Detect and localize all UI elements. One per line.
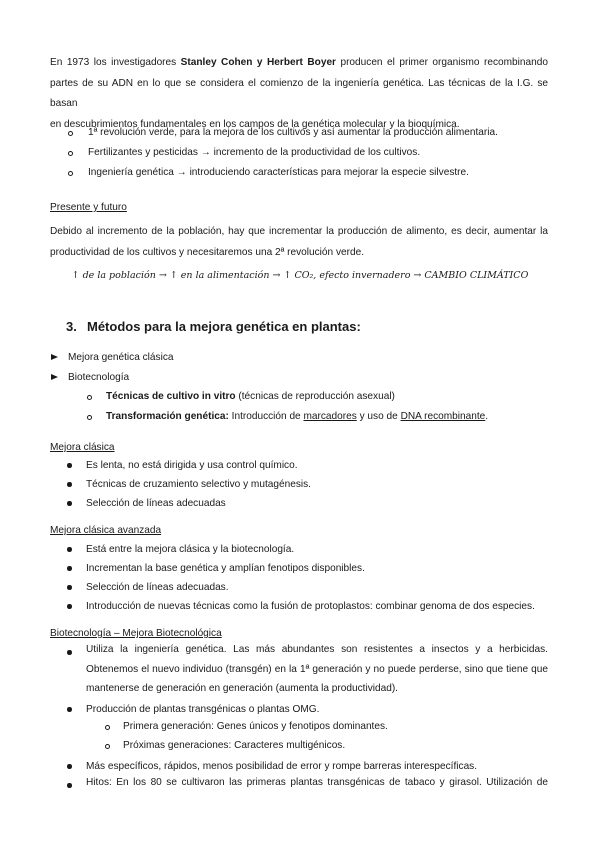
dot-bullet-icon xyxy=(67,482,72,487)
intro-paragraph xyxy=(50,53,548,135)
dot-bullet-icon xyxy=(67,501,72,506)
technique-desc: Introducción de xyxy=(228,411,304,422)
circle-bullet-icon xyxy=(87,395,92,400)
dot-bullet-icon xyxy=(67,764,72,769)
list-item: Es lenta, no está dirigida y usa control químico. xyxy=(86,460,298,471)
formula: ↑ de la población → ↑ en la alimentación → ↑ CO₂, efecto invernadero → CAMBIO CLIMÁTICO xyxy=(71,270,529,281)
intro-line-3: en descubrimientos fundamentales en los campos de la genética molecular y la bioquímica. xyxy=(50,118,460,130)
technique-desc: y uso de xyxy=(356,411,401,422)
section-number: 3. xyxy=(66,319,77,334)
list-item xyxy=(106,390,395,404)
term-dna-recombinante: DNA recombinante xyxy=(400,411,486,422)
list-item: Selección de líneas adecuadas xyxy=(86,498,226,509)
list-item: Ingeniería genética → introduciendo características para mejorar la especie silvestre. xyxy=(88,167,469,178)
section-title-biotecnologia: Biotecnología – Mejora Biotecnológica xyxy=(50,628,222,639)
technique-name: Técnicas de cultivo in vitro xyxy=(106,391,236,402)
list-item: Producción de plantas transgénicas o plantas OMG. xyxy=(86,704,320,715)
circle-bullet-icon xyxy=(68,131,73,136)
list-item: Introducción de nuevas técnicas como la fusión de protoplastos: combinar genoma de dos especies. xyxy=(86,601,535,612)
circle-bullet-icon xyxy=(68,171,73,176)
dot-bullet-icon xyxy=(67,547,72,552)
dot-bullet-icon xyxy=(67,783,72,788)
section-title: Métodos para la mejora genética en plantas: xyxy=(87,319,361,334)
list-item: Fertilizantes y pesticidas → incremento de la productividad de los cultivos. xyxy=(88,147,421,158)
circle-bullet-icon xyxy=(105,725,110,730)
intro-text: producen el primer organismo recombinando xyxy=(335,57,548,68)
list-item: 1ª revolución verde, para la mejora de los cultivos y así aumentar la producción alimentaria. xyxy=(88,127,498,138)
dot-bullet-icon xyxy=(67,585,72,590)
biotec-line: Hitos: En los 80 se cultivaron las primeras plantas transgénicas de tabaco y girasol. Utilización de xyxy=(86,777,548,788)
list-item: Primera generación: Genes únicos y fenotipos dominantes. xyxy=(123,721,388,732)
arrow-bullet-icon xyxy=(51,374,58,380)
list-item: Incrementan la base genética y amplían fenotipos disponibles. xyxy=(86,563,365,574)
list-item: Mejora genética clásica xyxy=(68,352,174,363)
technique-name: Transformación genética: xyxy=(106,411,229,422)
intro-line-1 xyxy=(50,53,548,74)
section-title-presente: Presente y futuro xyxy=(50,202,127,213)
dot-bullet-icon xyxy=(67,566,72,571)
biotec-line: Obtenemos el nuevo individuo (transgén) en la 1ª generación y no puede perderse, sino que tiene que xyxy=(86,663,548,675)
dot-bullet-icon xyxy=(67,604,72,609)
dot-bullet-icon xyxy=(67,463,72,468)
section-title-mejora-avanzada: Mejora clásica avanzada xyxy=(50,525,162,536)
page-section-heading xyxy=(66,319,361,334)
list-item: Más específicos, rápidos, menos posibilidad de error y rompe barreras interespecíficas. xyxy=(86,761,478,772)
technique-desc: (técnicas de reproducción asexual) xyxy=(235,391,395,402)
list-item xyxy=(106,410,488,424)
arrow-bullet-icon xyxy=(51,354,58,360)
term-marcadores: marcadores xyxy=(303,411,357,422)
biotec-line: Utiliza la ingeniería genética. Las más abundantes son resistentes a insectos y a herbicidas. xyxy=(86,644,548,655)
list-item: Próximas generaciones: Caracteres multigénicos. xyxy=(123,740,346,751)
intro-researchers: Stanley Cohen y Herbert Boyer xyxy=(180,57,336,68)
biotec-line: mantenerse de generación en generación (aumenta la productividad). xyxy=(86,683,398,694)
technique-desc: . xyxy=(485,411,489,422)
dot-bullet-icon xyxy=(67,650,72,655)
section-title-mejora-clasica: Mejora clásica xyxy=(50,442,115,453)
dot-bullet-icon xyxy=(67,707,72,712)
circle-bullet-icon xyxy=(87,415,92,420)
list-item: Biotecnología xyxy=(68,372,130,383)
intro-text: En 1973 los investigadores xyxy=(50,57,181,68)
list-item: Técnicas de cruzamiento selectivo y mutagénesis. xyxy=(86,479,311,490)
biotec-item-4 xyxy=(86,773,548,793)
circle-bullet-icon xyxy=(105,744,110,749)
list-item: Está entre la mejora clásica y la biotecnología. xyxy=(86,544,295,555)
presente-line-2: productividad de los cultivos y necesitaremos una 2ª revolución verde. xyxy=(50,246,365,258)
list-item: Selección de líneas adecuadas. xyxy=(86,582,229,593)
presente-paragraph xyxy=(50,222,548,263)
presente-line-1: Debido al incremento de la población, hay que incrementar la producción de alimento, es decir, aumentar la xyxy=(50,226,548,237)
biotec-item-1 xyxy=(86,640,548,699)
circle-bullet-icon xyxy=(68,151,73,156)
intro-line-2: partes de su ADN en lo que se considera el comienzo de la ingeniería genética. Las técnicas de la I.G. se basan xyxy=(50,77,548,109)
